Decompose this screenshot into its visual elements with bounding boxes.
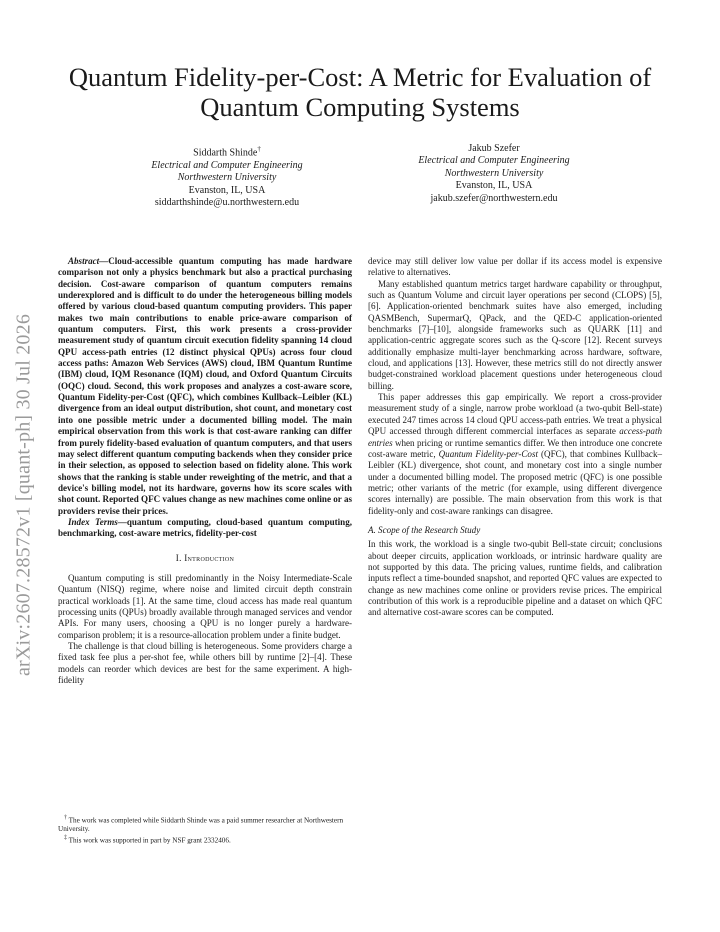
footnote-2: ‡ This work was supported in part by NSF grant 2332406. xyxy=(64,834,231,844)
author-name: Siddarth Shinde† xyxy=(193,145,261,159)
author-email[interactable]: siddarthshinde@u.northwestern.edu xyxy=(154,196,300,208)
scope-paragraph: In this work, the workload is a single two-qubit Bell-state circuit; conclusions about deeper circuits, application workloads, or intrinsic hardware quality are not supported by this data. The pricing values, runtime fields, and calibration inputs reflect a time-bounded snapshot, and reported QFC values are expected to change as new machines come online or providers revise prices. The empirical contribution of this work is a reproducible pipeline and a dataset on which QFC and alternative cost-aware scores can be computed. xyxy=(368,539,662,618)
intro-paragraph-2: The challenge is that cloud billing is heterogeneous. Some providers charge a fixed task fee plus a per-shot fee, while others bill by runtime [2]–[4]. These models can reorder which devices are best for the same experiment. A high-fidelity xyxy=(58,641,352,686)
paper-title: Quantum Fidelity-per-Cost: A Metric for Evaluation of Quantum Computing Systems xyxy=(68,62,652,122)
author-city: Evanston, IL, USA xyxy=(455,180,533,192)
abstract: Abstract—Cloud-accessible quantum computing has made hardware comparison not only a physics benchmark but also a practical purchasing decision. Cost-aware comparison of quantum computers remains underexplored and is difficult to do under the heterogeneous billing models offered by various cloud-based quantum computing providers. This paper makes two main contributions to enable price-aware comparison of quantum computers. First, this work presents a cross-provider measurement study of quantum circuit execution fidelity spanning 14 cloud QPU access-path entries (12 distinct physical QPUs) across four cloud access paths: Amazon Web Services (AWS) cloud, IBM Quantum Runtime (IBM) cloud, IQM Resonance (IQM) cloud, and Oxford Quantum Circuits (OQC) cloud. Second, this work proposes and analyzes a cost-aware score, Quantum Fidelity-per-Cost (QFC), which combines Kullback–Leibler (KL) divergence from an ideal output distribution, shot count, and monetary cost into one possible metric under a documented billing model. The main empirical observation from this work is that cost-aware ranking can differ from purely fidelity-based evaluation of quantum computers, and that users may select different quantum computing backends when they consider price in their selection, as opposed to selection based on fidelity alone. This work shows that the ranking is stable under reweighting of the metric, and that a device's billing model, not its hardware, governs how its score scales with shot count. Reported QFC values change as new machines come online or as providers revise their prices. xyxy=(58,256,352,516)
author-city: Evanston, IL, USA xyxy=(188,184,266,196)
intro-paragraph-3: Many established quantum metrics target hardware capability or throughput, such as Quantum Volume and circuit layer operations per second (CLOPS) [5], [6]. Application-oriented benchmark suites have also emerged, including QASMBench, SupermarQ, QPack, and the QED-C application-oriented benchmarks [7]–[10], alongside frameworks such as QUARK [11] and application-centric aggregate scores such as the Q-score [12]. Recent surveys additionally emphasize multi-layer benchmarking across hardware, software, cloud, and applications [13]. However, these metrics still do not directly answer budget-constrained workload placement questions under heterogeneous cloud billing. xyxy=(368,278,662,391)
author-university: Northwestern University xyxy=(177,172,277,184)
author-university: Northwestern University xyxy=(444,167,544,179)
intro-paragraph-continued: device may still deliver low value per dollar if its access model is expensive relative to alternatives. xyxy=(368,256,662,278)
author-block-2 xyxy=(364,143,624,205)
right-column xyxy=(368,256,662,619)
intro-paragraph-4: This paper addresses this gap empirically. We report a cross-provider measurement study of a single, narrow probe workload (a two-qubit Bell-state) executed 247 times across 14 cloud QPU access-path entries. We treat a physical QPU accessed through different commercial interfaces as separate access-path entries when pricing or runtime semantics differ. We then introduce one concrete cost-aware metric, Quantum Fidelity-per-Cost (QFC), that combines Kullback–Leibler (KL) divergence, shot count, and monetary cost into a single number under a documented billing model. The proposed metric (QFC) is one possible metric; other variants of the metric (for example, using different divergence scores internally) are possible. The main observation from this work is that fidelity-only and cost-aware rankings can disagree. xyxy=(368,392,662,516)
intro-paragraph-1: Quantum computing is still predominantly in the Noisy Intermediate-Scale Quantum (NISQ) regime, where noise and limited circuit depth constrain practical workloads [1]. At the same time, cloud access has made real quantum processing units (QPUs) broadly available through managed services and vendor APIs. For many users, choosing a QPU is no longer purely a hardware-comparison problem; it is a resource-allocation problem under a finite budget. xyxy=(58,572,352,640)
section-heading-introduction: I. Introduction xyxy=(175,552,235,563)
author-name: Jakub Szefer xyxy=(468,143,520,154)
author-department: Electrical and Computer Engineering xyxy=(151,159,303,171)
left-column xyxy=(58,256,352,686)
author-email[interactable]: jakub.szefer@northwestern.edu xyxy=(430,192,558,204)
author-block-1 xyxy=(97,143,357,209)
arxiv-identifier xyxy=(4,313,44,677)
arxiv-identifier-text: arXiv:2607.28572v1 [quant-ph] 30 Jul 2026 xyxy=(12,313,35,677)
footnotes xyxy=(58,814,352,845)
author-department: Electrical and Computer Engineering xyxy=(418,155,570,167)
subsection-heading-scope: A. Scope of the Research Study xyxy=(368,524,481,535)
footnote-1: † The work was completed while Siddarth Shinde was a paid summer researcher at Northwestern University. xyxy=(58,815,344,833)
index-terms: Index Terms—quantum computing, cloud-based quantum computing, benchmarking, cost-aware metrics, fidelity-per-cost xyxy=(58,516,352,539)
